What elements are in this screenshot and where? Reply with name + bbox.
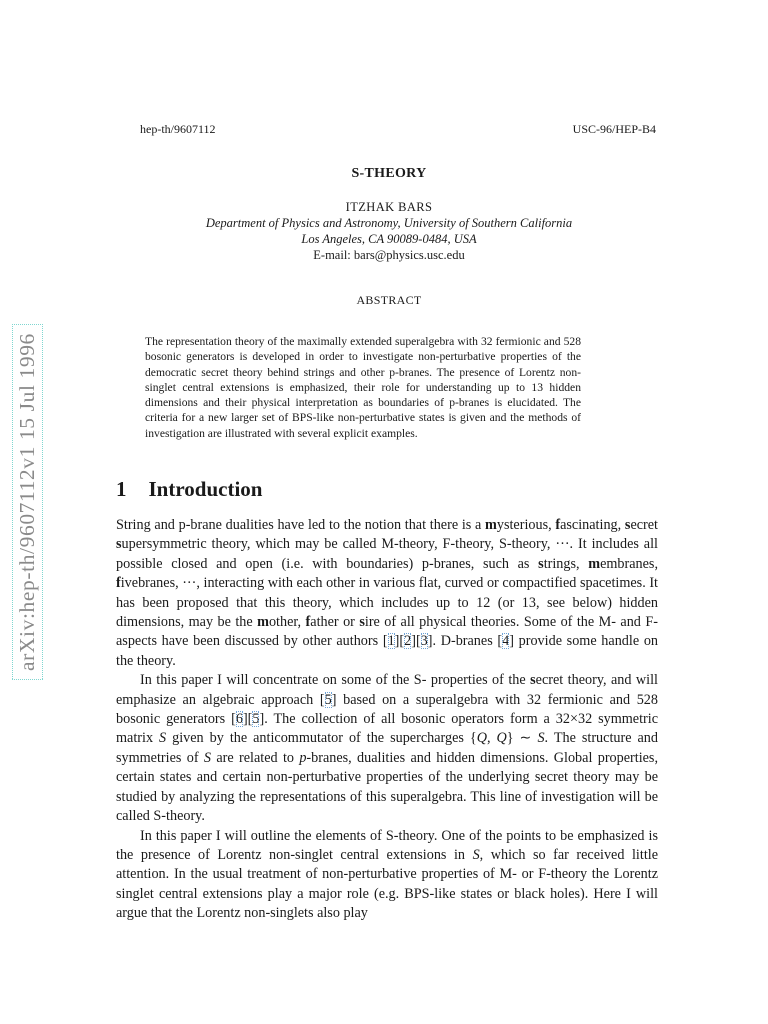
paragraph: String and p-brane dualities have led to the notion that there is a mysterious, fascinating, secret supersymmetric theory, which may be called M-theory, F-theory, S-theory, ···. It includes all possible closed and open (i.e. with boundaries) p-branes, such as strings, membranes, fivebranes, ···, interacting with each other in various flat, curved or compactified spacetimes. It has been proposed that this theory, which includes up to 12 (or 13, see below) hidden dimensions, may be the mother, father or sire of all physical theories. Some of the M- and F- aspects have been discussed by other authors [1][2][3]. D-branes [4] provide some handle on the theory. (116, 517, 659, 669)
abstract-text: The representation theory of the maximally extended superalgebra with 32 fermionic and 528 bosonic generators is developed in order to investigate non-perturbative properties of the democratic secret theory behind strings and other p-branes. The presence of Lorentz non-singlet central extensions is emphasized, their role for understanding up to 13 hidden dimensions and their physical interpretation as boundaries of p-branes is elucidated. The criteria for a new larger set of BPS-like non-perturbative states is given and the methods of investigation are illustrated with several explicit examples. (145, 335, 581, 440)
citation-link[interactable]: 2 (404, 633, 412, 650)
report-number-left: hep-th/9607112 (140, 122, 216, 136)
citation-link[interactable]: 3 (420, 633, 428, 650)
author-address: Los Angeles, CA 90089-0484, USA (301, 232, 477, 246)
section-heading (116, 477, 262, 502)
section-number: 1 (116, 477, 127, 501)
arxiv-identifier-link[interactable]: arXiv:hep-th/9607112v1 15 Jul 1996 (12, 324, 43, 680)
paper-title: S-THEORY (351, 166, 427, 181)
abstract-heading: ABSTRACT (356, 293, 422, 307)
citation-link[interactable]: 4 (502, 633, 510, 650)
paragraph: In this paper I will concentrate on some of the S- properties of the secret theory, and will emphasize an algebraic approach [5] based on a superalgebra with 32 fermionic and 528 bosonic generators [6][5]. The collection of all bosonic operators form a 32×32 symmetric matrix S given by the anticommutator of the supercharges {Q, Q} ∼ S. The structure and symmetries of S are related to p-branes, dualities and hidden dimensions. Global properties, certain states and certain non-perturbative properties of the underlying secret theory may be studied by analyzing the representations of this superalgebra. This line of investigation will be called S-theory. (116, 672, 658, 825)
citation-link[interactable]: 6 (235, 711, 243, 728)
section-title: Introduction (148, 477, 263, 501)
paragraph: In this paper I will outline the elements of S-theory. One of the points to be emphasized is the presence of Lorentz non-singlet central extensions in S, which so far received little attention. In the usual treatment of non-perturbative properties of M- or F-theory the Lorentz singlet central extensions play a major role (e.g. BPS-like states or black holes). Here I will argue that the Lorentz non-singlets also play (116, 827, 658, 922)
report-number-right: USC-96/HEP-B4 (572, 122, 656, 136)
author-email: E-mail: bars@physics.usc.edu (313, 248, 465, 262)
author-affiliation: Department of Physics and Astronomy, University of Southern California (205, 216, 573, 230)
citation-link[interactable]: 5 (252, 711, 260, 728)
author-name: ITZHAK BARS (345, 200, 433, 214)
body-text (116, 516, 658, 924)
citation-link[interactable]: 1 (387, 633, 395, 650)
citation-link[interactable]: 5 (324, 691, 332, 708)
